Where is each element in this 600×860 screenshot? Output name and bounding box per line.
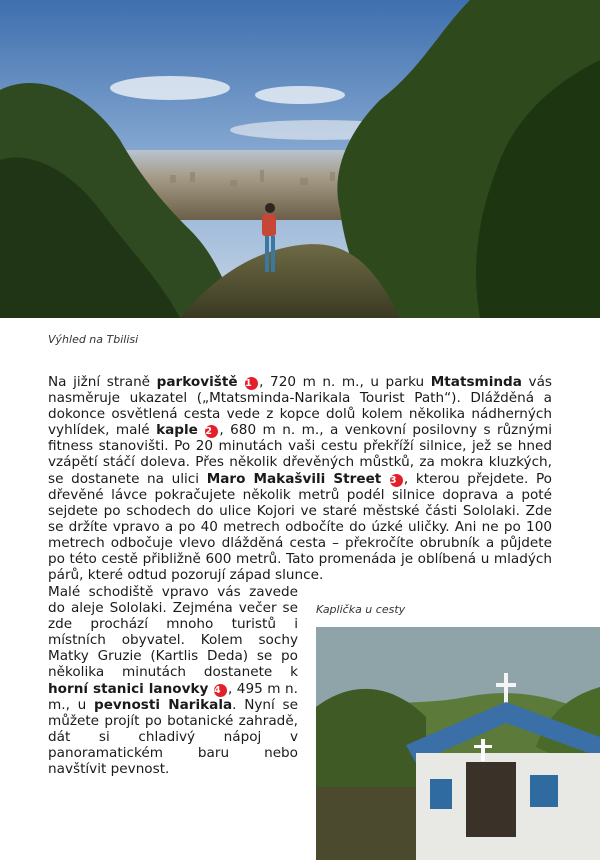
narikala-term: pevnosti Narikala — [93, 696, 233, 713]
route-description-paragraph: Na jižní straně parkoviště 1 , 720 m n. m., u parku Mtatsminda vás nasměruje ukazatel („Mtatsminda-Narikala Tourist Path“). Dlážděná a dokonce osvětlená cesta vede z kopce dolů kolem několika nádherných vyhlídek, malé kaple 2 , 680 m n. m., a venkovní posilovny s různými fitness stanovišti. Po 20 minutách vaši cestu překříží silnice, jež se hned vzápětí stáčí doleva. Přes několik dřevěných můstků, za mokra kluzkých, se dostanete na ulici Maro Makašvili Street 3 , kterou přejdete. Po dřevěné lávce pokračujete několik metrů podél silnice doprava a poté sejdete po schodech do ulice Kojori ve staré městské části Sololaki. Zde se držíte vpravo a po 40 metrech odbočíte do úzké uličky. Ani ne po 100 metrech odbočuje vlevo dlážděná cesta – překročíte obrubník a půjdete po této cestě přibližně 600 metrů. Tato promenáda je oblíbená u mladých párů, které odtud pozorují západ slunce. — [48, 374, 553, 584]
tbilisi-view-photo — [0, 0, 600, 318]
parking-term: parkoviště — [156, 374, 238, 390]
street-term: Maro Makašvili Street — [206, 470, 382, 487]
chapel-term: kaple — [156, 422, 198, 439]
chapel-photo — [316, 627, 600, 860]
marker-4: 4 — [214, 684, 227, 697]
marker-1: 1 — [245, 377, 258, 390]
photo-caption-top: Výhled na Tbilisi — [48, 333, 139, 346]
marker-3: 3 — [390, 474, 403, 487]
mtatsminda-term: Mtatsminda — [430, 374, 522, 390]
photo-caption-bottom: Kaplička u cesty — [316, 603, 406, 616]
route-continuation-paragraph: Malé schodiště vpravo vás zavede do aleje Sololaki. Zejména večer se zde prochází mnoho turistů i místních obyvatel. Kolem sochy Matky Gruzie (Kartlis Deda) se po několika minutách dostanete k horní stanici lanovky 4 , 495 m n. m., u pevnosti Narikala. Nyní se můžete projít po botanické zahradě, dát si chladivý nápoj v panoramatickém baru nebo navštívit pevnost. — [48, 584, 298, 778]
cable-car-term: horní stanici lanovky — [48, 680, 209, 697]
marker-2: 2 — [205, 425, 218, 438]
